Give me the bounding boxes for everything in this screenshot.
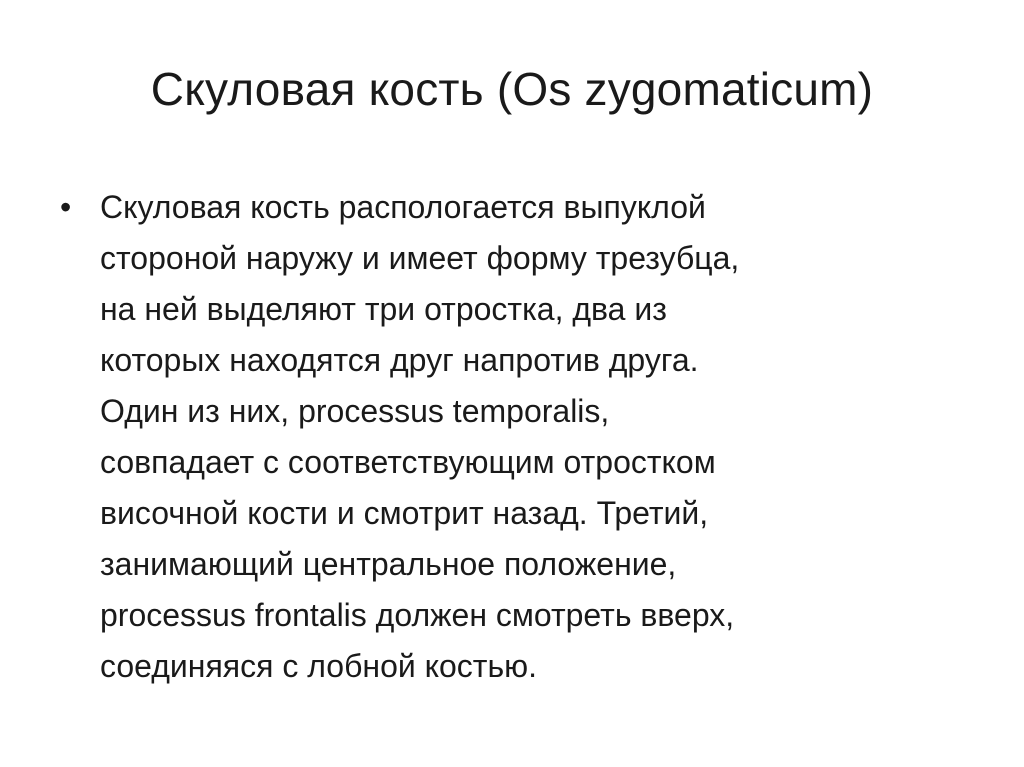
body-line-4: которых находятся друг напротив друга. [100, 342, 699, 378]
body-line-3: на ней выделяют три отростка, два из [100, 291, 667, 327]
bullet-marker: • [60, 189, 72, 225]
body-line-9: processus frontalis должен смотреть вверх, [100, 597, 735, 633]
body-line-6: совпадает с соответствующим отростком [100, 444, 716, 480]
body-line-10: соединяяся с лобной костью. [100, 648, 537, 684]
body-line-5: Один из них, processus temporalis, [100, 393, 610, 429]
body-line-1: Скуловая кость распологается выпуклой [100, 189, 706, 225]
bullet-list [60, 182, 960, 692]
slide-title: Скуловая кость (Os zygomaticum) [150, 63, 874, 115]
body-line-7: височной кости и смотрит назад. Третий, [100, 495, 709, 531]
bullet-item [60, 182, 960, 692]
body-line-8: занимающий центральное положение, [100, 546, 677, 582]
body-line-2: стороной наружу и имеет форму трезубца, [100, 240, 740, 276]
